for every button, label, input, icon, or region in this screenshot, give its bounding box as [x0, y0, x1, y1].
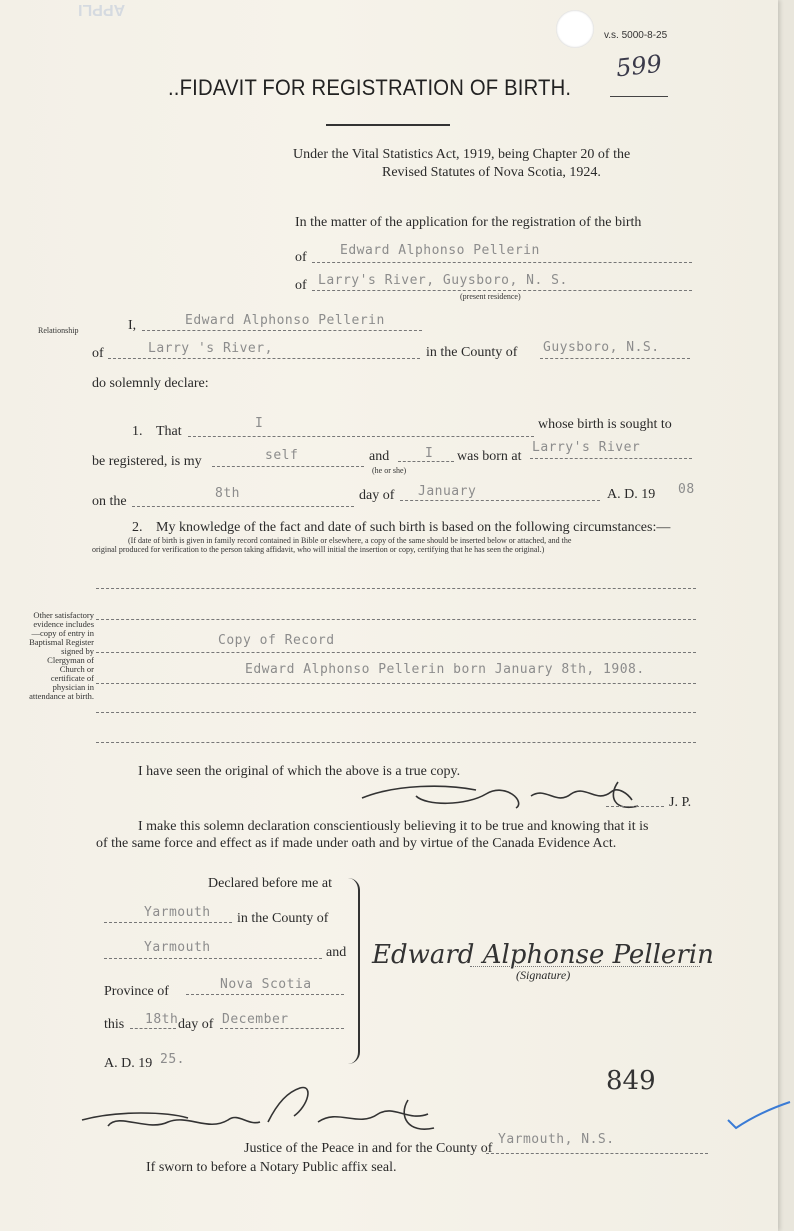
declarant-place: Larry 's River, [148, 341, 273, 356]
relation-line [212, 466, 364, 467]
item-2-number: 2. [132, 520, 143, 535]
ad-label: A. D. 19 [607, 487, 656, 502]
title-underline [610, 96, 668, 97]
item-2-note-2: original produced for verification to the person taking affidavit, who will initial the insertion or copy, certifying that he has seen the original.) [92, 545, 545, 554]
margin-note: Other satisfactory evidence includes —copy of entry in Baptismal Register signed by Clergyman of Church or certificate of physician in attendance at birth. [29, 610, 94, 701]
county-line [540, 358, 690, 359]
form-number: v.s. 5000-8-25 [604, 30, 668, 41]
declaration-line-2: of the same force and effect as if made under oath and by virtue of the Canada Evidence Act. [96, 836, 617, 851]
declared-town: Yarmouth [144, 905, 211, 920]
declared-day-of-label: day of [178, 1017, 214, 1032]
evidence-line-1 [96, 588, 696, 589]
relationship-label: Relationship [38, 326, 79, 335]
bracket [344, 878, 360, 1064]
jp-county-line [486, 1153, 708, 1154]
he-or-she-line [398, 461, 454, 462]
record-entry: Edward Alphonso Pellerin born January 8th, 1908. [245, 662, 645, 677]
declared-day: 18th [145, 1012, 179, 1027]
month-line [400, 500, 600, 501]
birth-place-line [530, 458, 692, 459]
was-born-at-text: was born at [457, 449, 522, 464]
subject-name: Edward Alphonso Pellerin [340, 243, 540, 258]
be-registered-text: be registered, is my [92, 454, 202, 469]
he-or-she-note: (he or she) [372, 466, 407, 475]
seen-original-text: I have seen the original of which the above is a true copy. [138, 764, 461, 779]
notary-line: If sworn to before a Notary Public affix seal. [146, 1160, 397, 1175]
declared-day-line [130, 1028, 176, 1029]
on-the-label: on the [92, 494, 127, 509]
evidence-line-3 [96, 652, 696, 653]
declarant-name: Edward Alphonso Pellerin [185, 313, 385, 328]
registration-number: 599 [614, 49, 664, 83]
name-line [312, 262, 692, 263]
whose-birth-text: whose birth is sought to [538, 417, 672, 432]
declared-year: 25. [160, 1052, 185, 1067]
and-label-2: and [326, 945, 347, 960]
evidence-line-4 [96, 683, 696, 684]
province-label: Province of [104, 984, 169, 999]
declare-line: do solemnly declare: [92, 376, 209, 391]
of-label-3: of [92, 346, 104, 361]
declared-ad-label: A. D. 19 [104, 1056, 153, 1071]
year-value: 08 [678, 482, 695, 497]
declared-county-line [104, 958, 322, 959]
declarant-signature: Edward Alphonse Pellerin [372, 940, 714, 970]
jp-county-value: Yarmouth, N.S. [498, 1132, 615, 1147]
relation-value: self [265, 448, 299, 463]
file-number: 849 [606, 1066, 656, 1096]
record-title: Copy of Record [218, 633, 335, 648]
and-label: and [369, 449, 390, 464]
signature-line [470, 966, 700, 967]
act-line-1: Under the Vital Statistics Act, 1919, being Chapter 20 of the [293, 147, 631, 162]
day-of-label: day of [359, 488, 395, 503]
place-line [108, 358, 420, 359]
present-residence-note: (present residence) [460, 292, 521, 301]
birth-place-value: Larry's River [532, 440, 641, 455]
this-label: this [104, 1017, 125, 1032]
month-value: January [418, 484, 477, 499]
bleed-through-text: APPLI [78, 1, 126, 18]
he-or-she-value: I [425, 446, 434, 461]
jp-county-line-text: Justice of the Peace in and for the County of [244, 1141, 493, 1156]
province-line [186, 994, 344, 995]
evidence-line-5 [96, 712, 696, 713]
title-rule [326, 124, 450, 126]
county-label: in the County of [426, 345, 518, 360]
declared-month: December [222, 1012, 289, 1027]
declaration-line-1: I make this solemn declaration conscientiously believing it to be true and knowing that it is [138, 819, 649, 834]
jp-initials-signature [356, 776, 656, 822]
that-line [188, 436, 534, 437]
matter-line: In the matter of the application for the registration of the birth [295, 215, 642, 230]
item-2-text: My knowledge of the fact and date of such birth is based on the following circumstances:— [156, 520, 671, 535]
residence-line [312, 290, 692, 291]
town-line [104, 922, 232, 923]
jp-label: J. P. [669, 795, 692, 810]
document-title: ..FIDAVIT FOR REGISTRATION OF BIRTH. [168, 75, 572, 100]
subject-residence: Larry's River, Guysboro, N. S. [318, 273, 568, 288]
declared-county: Yarmouth [144, 940, 211, 955]
that-label: That [156, 424, 182, 439]
of-label-1: of [295, 250, 307, 265]
punch-hole [556, 10, 594, 48]
signature-label: (Signature) [516, 968, 571, 982]
declared-month-line [220, 1028, 344, 1029]
of-label-2: of [295, 278, 307, 293]
declarant-line [142, 330, 422, 331]
evidence-line-6 [96, 742, 696, 743]
evidence-line-2 [96, 619, 696, 620]
in-county-label: in the County of [237, 911, 329, 926]
jp-line [606, 806, 664, 807]
day-line [132, 506, 354, 507]
declarant-county: Guysboro, N.S. [543, 340, 660, 355]
that-value: I [255, 416, 264, 431]
day-value: 8th [215, 486, 240, 501]
act-line-2: Revised Statutes of Nova Scotia, 1924. [382, 165, 601, 180]
i-label: I, [128, 318, 137, 333]
checkmark-icon [726, 1100, 792, 1130]
item-2-note-1: (If date of birth is given in family record contained in Bible or elsewhere, a copy of the same should be inserted below or attached, and the [128, 536, 572, 545]
item-1-number: 1. [132, 424, 143, 439]
declared-before-text: Declared before me at [208, 876, 332, 891]
province-value: Nova Scotia [220, 977, 312, 992]
